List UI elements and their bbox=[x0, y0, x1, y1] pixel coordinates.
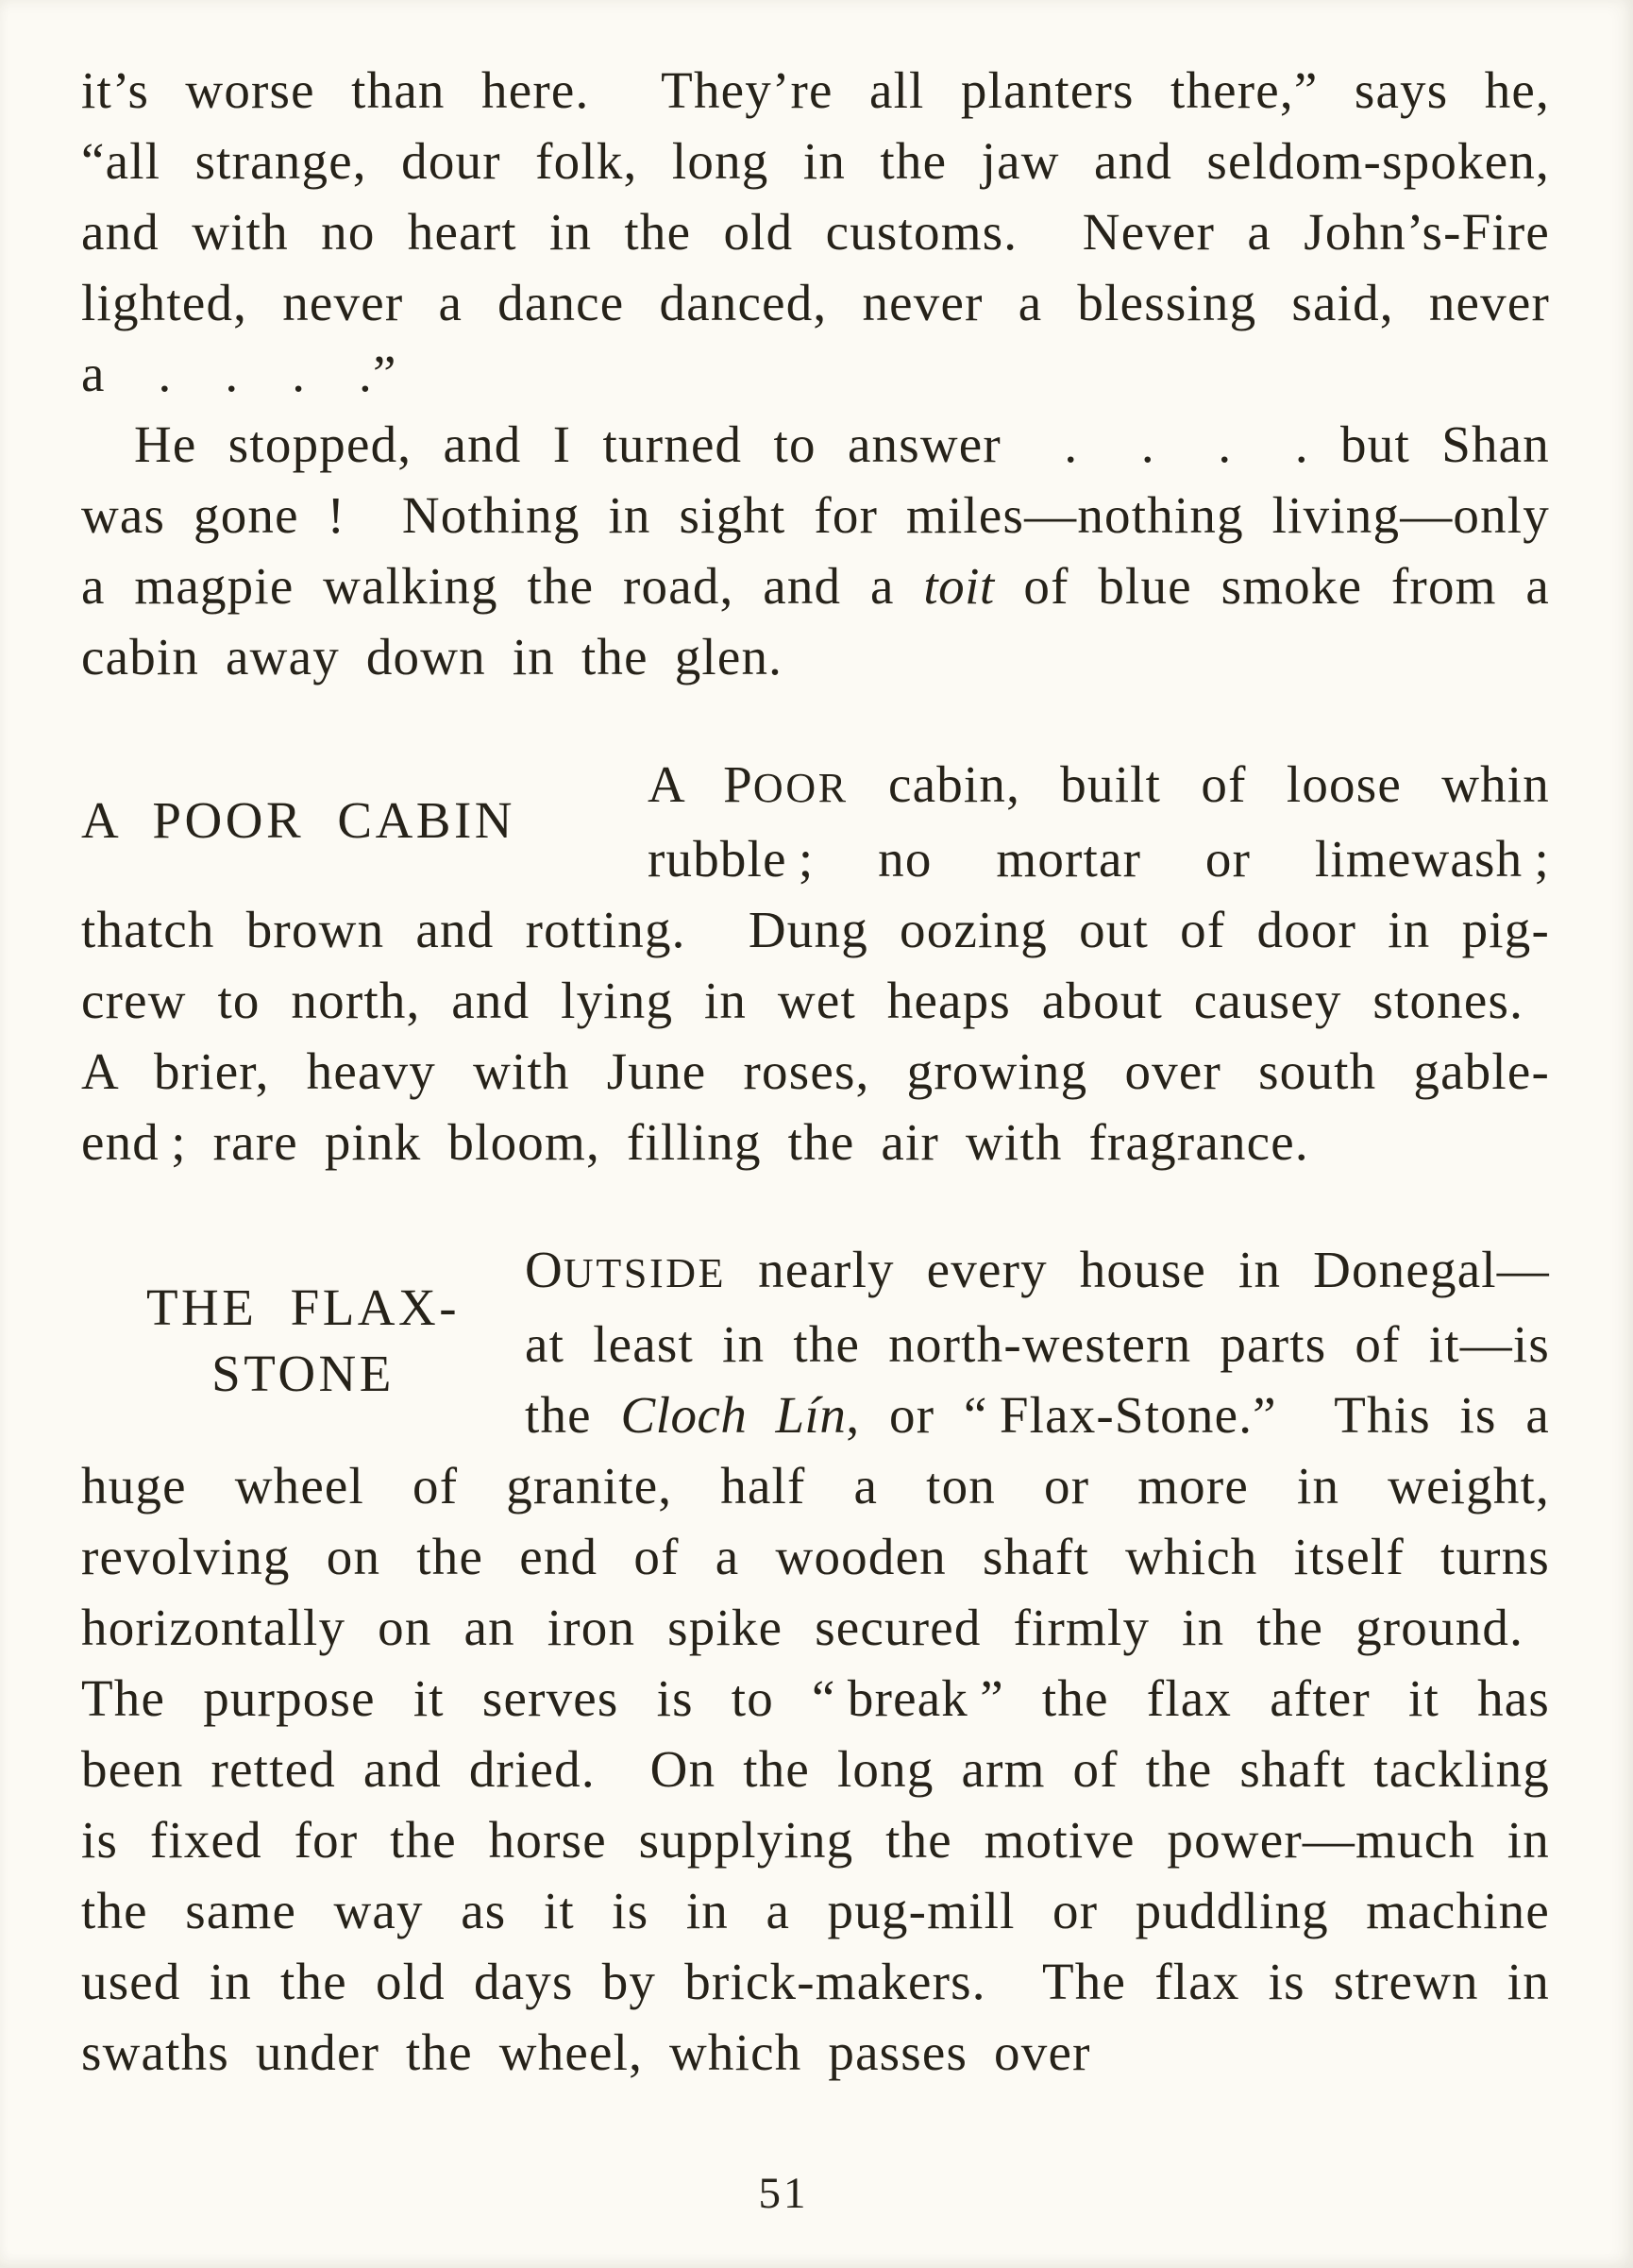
section-flax-stone bbox=[81, 1234, 1550, 2088]
section-heading-poor-cabin bbox=[81, 749, 648, 890]
section-paragraph-flax-stone: OUTSIDE nearly every house in Donegal—at least in the north-western parts of it—is the Cloch Lín, or “ Flax-Stone.” This is a huge wheel of granite, half a ton or more in weight, revolving on the end of a wooden shaft which itself turns horizontally on an iron spike secured firmly in the ground. The purpose it serves is to “ break ” the flax after it has been retted and dried. On the long arm of the shaft tackling is fixed for the horse supplying the motive power—much in the same way as it is in a pug-mill or puddling machine used in the old days by brick-makers. The flax is strewn in swaths under the wheel, which passes over bbox=[81, 1241, 1550, 2081]
section-heading-text: A POOR CABIN bbox=[81, 790, 516, 849]
paragraph-continuation: it’s worse than here. They’re all planters there,” says he, “all strange, dour folk, long in the jaw and seldom-spoken, and with no heart in the old customs. Never a John’s-Fire lighted, never a dance danced, never a blessing said, never a . . . .” bbox=[81, 61, 1550, 402]
section-heading-line2: STONE bbox=[211, 1344, 395, 1402]
page-number: 51 bbox=[758, 2169, 809, 2218]
page-body bbox=[81, 55, 1550, 2088]
section-paragraph-poor-cabin: A POOR cabin, built of loose whin rubble ; no mortar or limewash ; thatch brown and rotting. Dung oozing out of door in pig-crew to north, and lying in wet heaps about causey stones. A brier, heavy with June roses, growing over south gable-end ; rare pink bloom, filling the air with fragrance. bbox=[81, 755, 1550, 1171]
paragraph-he-stopped: He stopped, and I turned to answer . . . . but Shan was gone ! Nothing in sight for miles—nothing living—only a magpie walking the road, and a toit of blue smoke from a cabin away down in the glen. bbox=[81, 415, 1550, 685]
section-heading-line1: THE FLAX- bbox=[145, 1278, 461, 1336]
section-heading-flax-stone bbox=[81, 1234, 525, 1447]
section-poor-cabin bbox=[81, 749, 1550, 1177]
